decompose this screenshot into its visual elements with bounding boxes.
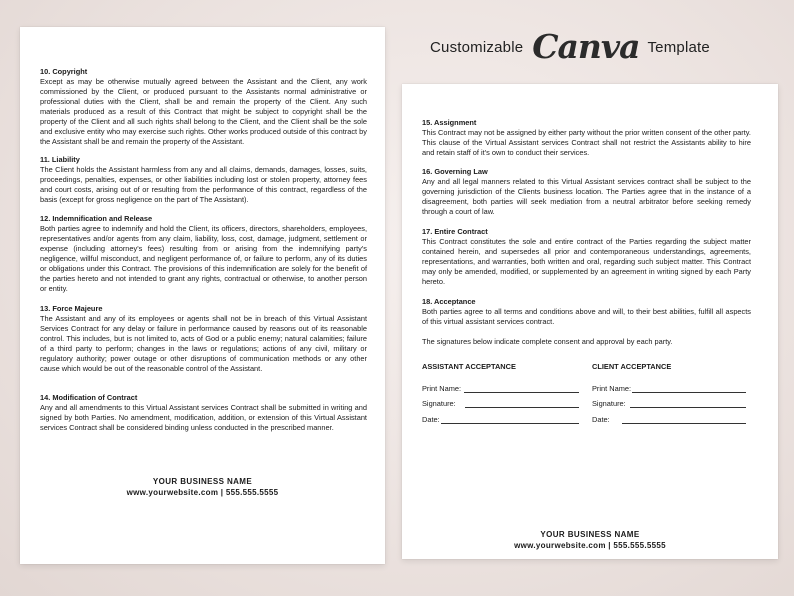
date-label: Date: [592,414,610,424]
section-force-majeure [40,304,367,374]
print-name-label: Print Name: [422,383,462,393]
section-title: 15. Assignment [422,118,477,127]
header-prefix: Customizable [430,38,524,56]
section-body: This Contract constitutes the sole and entire contract of the Parties regarding the subject matter contained herein, and supersedes all prior and contemporaneous understandings, agreements, representations, and warranties, both written and oral, regarding such subject matter. This Contract may only be amended, modified, or supplemented by an agreement in writing signed by each Party hereto. [422,237,751,286]
section-modification [40,393,367,433]
section-copyright [40,67,367,147]
assistant-date-row [422,408,579,424]
business-name: YOUR BUSINESS NAME [152,477,253,486]
section-title: 14. Modification of Contract [40,393,138,402]
client-date-row [592,408,746,424]
assistant-date-field[interactable] [441,414,579,424]
section-body: The Assistant and any of its employees or agents shall not be in breach of this Virtual Assistant Services Contract for any delay or failure in performance caused by reasons out of its reasonable control. This includes, but is not limited to, acts of God or a public enemy; natural calamities; failure of a third party to perform; changes in the laws or regulations; actions of any civil, military or regulatory authority; power outage or other disruptions of communication methods or any other cause which would be out of the reasonable control of the Assistant. [40,314,367,373]
section-body: Both parties agree to all terms and conditions above and will, to their best abilities, fulfill all aspects of this virtual assistant services contract. [422,307,751,326]
canva-logo: Canva [532,27,640,66]
section-title: 17. Entire Contract [422,227,488,236]
signature-label: Signature: [592,399,626,408]
signature-label: Signature: [422,399,456,408]
section-body: Any and all legal manners related to this Virtual Assistant services contract shall be subject to the governing jurisdiction of the Clients business location. The Parties agree that in the instance of a disagreement, both parties will seek mediation from a neutral arbitrator before seeking remedy through a court of law. [422,177,751,216]
business-contact: www.yourwebsite.com | 555.555.5555 [514,541,666,550]
template-header [430,27,750,66]
section-entire-contract [422,227,751,287]
contract-page-1 [20,27,385,564]
section-title: 13. Force Majeure [40,304,103,313]
section-body: Any and all amendments to this Virtual Assistant services Contract shall be submitted in writing and signed by both Parties. No amendment, modification, addition, or extension of this Virtual Assistant services Contract shall be considered binding unless conducted in the prescribed manner. [40,403,367,432]
assistant-signature-field[interactable] [465,398,579,408]
section-governing-law [422,167,751,217]
header-suffix: Template [647,38,710,56]
business-name: YOUR BUSINESS NAME [540,530,640,539]
business-contact: www.yourwebsite.com | 555.555.5555 [126,488,279,497]
assistant-acceptance-heading: ASSISTANT ACCEPTANCE [422,362,516,371]
section-assignment [422,118,751,158]
section-acceptance [422,297,751,327]
section-body: The Client holds the Assistant harmless from any and all claims, demands, damages, losses, suits, proceedings, penalties, expenses, or other liabilities including lost or stolen property, attorney fees and court costs, arising out of or resulting from the performance of this contract, regardless of the basis (except for gross negligence on the part of The Assistant). [40,165,367,204]
section-liability [40,155,367,205]
section-title: 18. Acceptance [422,297,476,306]
date-label: Date: [422,414,440,424]
print-name-label: Print Name: [592,383,632,393]
section-body: This Contract may not be assigned by either party without the prior written consent of the other party. This clause of the Virtual Assistant services Contract shall not restrict the Assistants ability to hire and retain staff of it's own to conduct their services. [422,128,751,157]
signature-intro-text: The signatures below indicate complete consent and approval by each party. [422,337,673,346]
signature-intro [422,337,751,347]
assistant-print-name-row [422,377,579,393]
section-title: 11. Liability [40,155,80,164]
page2-footer [402,529,778,551]
section-indemnification [40,214,367,294]
assistant-print-name-field[interactable] [464,383,579,393]
client-date-field[interactable] [622,414,746,424]
client-acceptance-heading: CLIENT ACCEPTANCE [592,362,672,371]
page1-footer [20,476,385,498]
client-print-name-row [592,377,746,393]
section-body: Both parties agree to indemnify and hold the Client, its officers, directors, shareholders, employees, representatives and/or agents from any claim, liability, loss, cost, damage, judgment, settlement or expense (including attorney's fees) resulting from or arising from the indemnifying party's negligence, willful misconduct, and negligent performance of, or failure to perform, any of its duties or obligations under this Contract. The provisions of this indemnification are solely for the benefit of the parties hereto and not intended to grant any rights, contractual or otherwise, to another person or entity. [40,224,367,293]
section-title: 12. Indemnification and Release [40,214,153,223]
client-signature-row [592,393,746,409]
section-title: 10. Copyright [40,67,88,76]
assistant-acceptance-block [422,362,579,424]
client-signature-field[interactable] [630,398,746,408]
section-body: Except as may be otherwise mutually agreed between the Assistant and the Client, any work commissioned by the Client, or produced pursuant to the Assistants normal administrative or professional duties with the Client, shall be and remain the property of the Client. Any such materials produced as a result of this Contract that might be subject to copyright shall be the property of the Client and all such rights shall belong to the Client, and the Client shall be the sole and exclusive entity who may exercise such rights. Other works produced outside of this contract by the Assistant shall be and remain the property of the Assistant. [40,77,367,146]
client-print-name-field[interactable] [632,383,746,393]
client-acceptance-block [592,362,746,424]
contract-page-2 [402,84,778,559]
section-title: 16. Governing Law [422,167,488,176]
assistant-signature-row [422,393,579,409]
